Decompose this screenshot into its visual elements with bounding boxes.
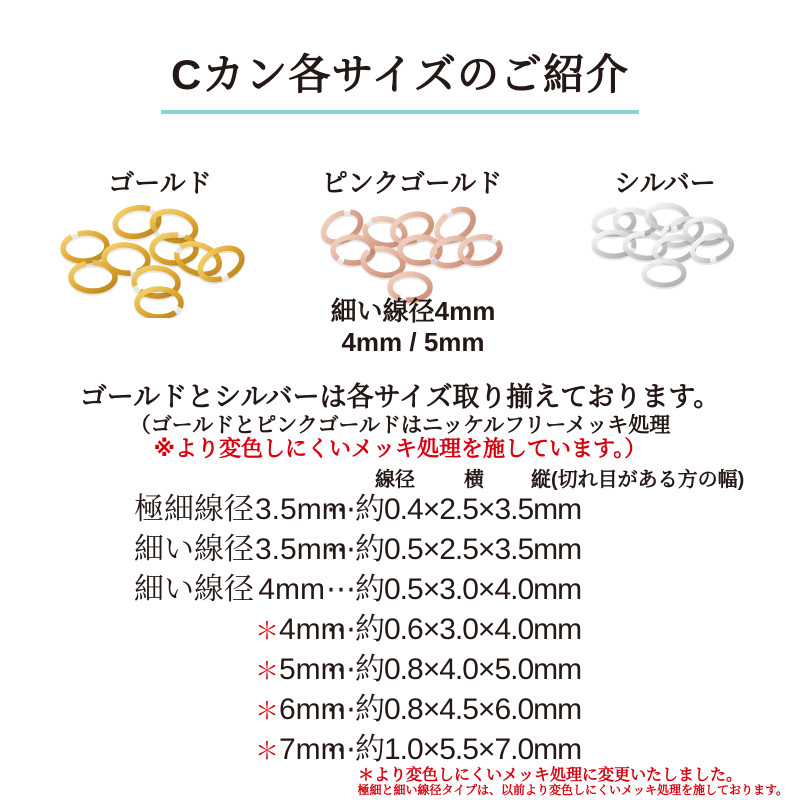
- variant-label-silver: シルバー: [614, 168, 716, 198]
- row-dimensions: ⋯約1.0×5.5×7.0mm: [326, 733, 582, 766]
- header-width: 横: [464, 469, 484, 491]
- row-type-label: 極細線径: [134, 493, 254, 526]
- row-size-cell: [255, 650, 346, 692]
- asterisk-mark: ＊: [255, 618, 279, 645]
- size-table-header: [134, 461, 754, 490]
- row-size-cell: [255, 490, 347, 532]
- row-size: 7mm: [279, 733, 346, 766]
- size-table-row: [134, 650, 754, 690]
- row-size-cell: [255, 690, 346, 732]
- asterisk-mark: ＊: [255, 698, 279, 725]
- row-dimensions: ⋯約0.5×2.5×3.5mm: [326, 533, 582, 566]
- page-title: Cカン各サイズのご紹介: [161, 42, 639, 114]
- row-size: 3.5mm: [255, 533, 347, 566]
- row-type-label: 細い線径: [134, 573, 254, 606]
- size-table-rows: [134, 490, 754, 770]
- statement-main: ゴールドとシルバーは各サイズ取り揃えております。: [79, 382, 721, 412]
- photo-caption-line2: 4mm / 5mm: [341, 327, 485, 357]
- photo-caption-line1: 細い線径4mm: [330, 296, 496, 326]
- row-size: 6mm: [279, 693, 346, 726]
- size-table-row: [134, 570, 754, 610]
- header-height: 縦(切れ目がある方の幅): [531, 469, 745, 491]
- asterisk-mark: ＊: [255, 658, 279, 685]
- row-dimensions: ⋯約0.6×3.0×4.0mm: [326, 613, 582, 646]
- variant-label-pinkgold: ピンクゴールド: [321, 168, 503, 198]
- size-table: [134, 461, 754, 770]
- header-wire-diameter: 線径: [375, 469, 415, 491]
- row-size: 3.5mm: [255, 493, 347, 526]
- footnote-plating-detail: 極細と細い線径タイプは、以前より変色しにくいメッキ処理を施しております。: [357, 783, 788, 797]
- photo-caption: [263, 296, 563, 358]
- pink-gold-rings-image: [300, 196, 525, 311]
- silver-rings-image: [557, 197, 782, 303]
- row-dimensions: ⋯約0.4×2.5×3.5mm: [326, 493, 582, 526]
- title-wrap: [0, 42, 800, 114]
- row-size-cell: [255, 530, 347, 572]
- row-type-label: 細い線径: [134, 533, 254, 566]
- size-table-row: [134, 530, 754, 570]
- row-dimensions: ⋯約0.5×3.0×4.0mm: [326, 573, 582, 606]
- row-size: 5mm: [279, 653, 346, 686]
- size-table-row: [134, 610, 754, 650]
- size-table-row: [134, 490, 754, 530]
- statement-note-red: ※より変色しにくいメッキ処理を施しています。）: [153, 436, 647, 461]
- footnote-plating-change: ＊より変色しにくいメッキ処理に変更いたしました。: [357, 767, 742, 784]
- asterisk-mark: ＊: [255, 738, 279, 765]
- row-size: 4mm: [258, 573, 325, 606]
- row-dimensions: ⋯約0.8×4.0×5.0mm: [326, 653, 582, 686]
- row-size-cell: [255, 570, 325, 612]
- row-dimensions: ⋯約0.8×4.5×6.0mm: [326, 693, 582, 726]
- row-size-cell: [255, 610, 346, 652]
- size-table-row: [134, 690, 754, 730]
- availability-statement: [0, 381, 800, 461]
- statement-sub: （ゴールドとピンクゴールドはニッケルフリーメッキ処理: [129, 414, 671, 437]
- row-size: 4mm: [279, 613, 346, 646]
- variant-label-gold: ゴールド: [108, 168, 212, 198]
